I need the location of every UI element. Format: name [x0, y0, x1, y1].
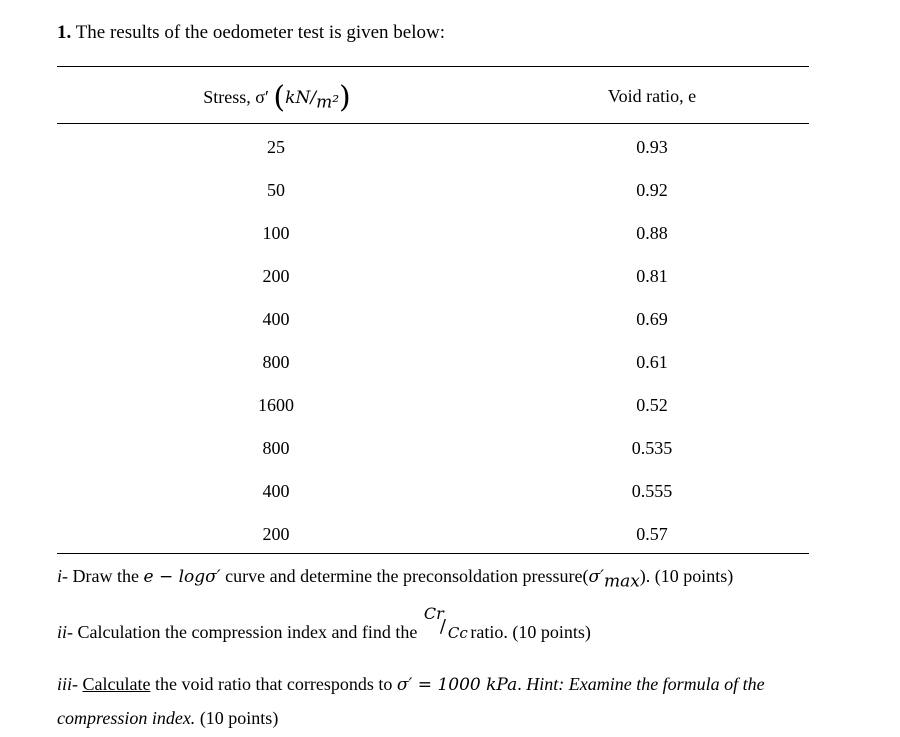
- stress-cell: 200: [262, 524, 290, 544]
- sigma-1000-kpa: σ′ = 1000 kPa: [396, 675, 518, 695]
- void-ratio-cell: 0.69: [636, 309, 668, 329]
- void-ratio-cell: 0.52: [636, 395, 668, 415]
- question-heading: [57, 22, 445, 44]
- stress-unit-numerator: kN: [285, 88, 311, 108]
- hint-text: Hint: Examine the formula of the: [526, 674, 765, 694]
- part-iii-prefix: iii-: [57, 674, 78, 694]
- calculate-underlined: Calculate: [82, 674, 151, 694]
- part-ii-prefix: ii-: [57, 622, 73, 642]
- part-ii: ii- Calculation the compression index and find the Cr / Cc ratio. (10 points): [57, 604, 591, 642]
- stress-cell: 100: [262, 223, 290, 243]
- part-iii: iii- Calculate the void ratio that corresponds to σ′ = 1000 kPa. Hint: Examine the formula of the: [57, 674, 765, 695]
- stress-cell: 200: [262, 266, 290, 286]
- part-iii-continued: compression index. (10 points): [57, 708, 279, 728]
- part-i: i- Draw the e − logσ′ curve and determine the preconsoldation $pressure(\sigma'_{max})$. (10 points): [57, 566, 734, 592]
- void-ratio-cell: 0.61: [636, 352, 668, 372]
- part-i-prefix: i-: [57, 566, 68, 586]
- void-ratio-cell: 0.88: [636, 223, 668, 243]
- void-ratio-cell: 0.81: [636, 266, 668, 286]
- table-top-rule: [57, 66, 809, 67]
- void-ratio-cell: 0.93: [636, 137, 668, 157]
- table-bottom-rule: [57, 553, 809, 554]
- e-log-sigma: e − logσ′: [143, 567, 221, 587]
- column-header-stress: Stress, σ′ $(kN/_{m^2})$: [203, 80, 351, 115]
- question-number: 1.: [57, 22, 72, 43]
- stress-cell: 1600: [258, 395, 294, 415]
- column-header-void-ratio: Void ratio, e: [607, 86, 697, 106]
- stress-cell: 800: [262, 438, 290, 458]
- void-ratio-cell: 0.535: [631, 438, 673, 458]
- stress-cell: 50: [267, 180, 285, 200]
- cr-over-cc: Cr / Cc: [423, 604, 468, 642]
- table-header-rule: [57, 123, 809, 124]
- void-ratio-cell: 0.92: [636, 180, 668, 200]
- stress-cell: 800: [262, 352, 290, 372]
- question-text: The results of the oedometer test is given below:: [75, 22, 446, 43]
- stress-unit-denominator: m²: [316, 92, 340, 113]
- stress-label: Stress, σ′: [203, 87, 269, 107]
- stress-cell: 25: [267, 137, 285, 157]
- stress-cell: 400: [262, 481, 290, 501]
- stress-cell: 400: [262, 309, 290, 329]
- void-ratio-cell: 0.555: [631, 481, 673, 501]
- void-ratio-cell: 0.57: [636, 524, 668, 544]
